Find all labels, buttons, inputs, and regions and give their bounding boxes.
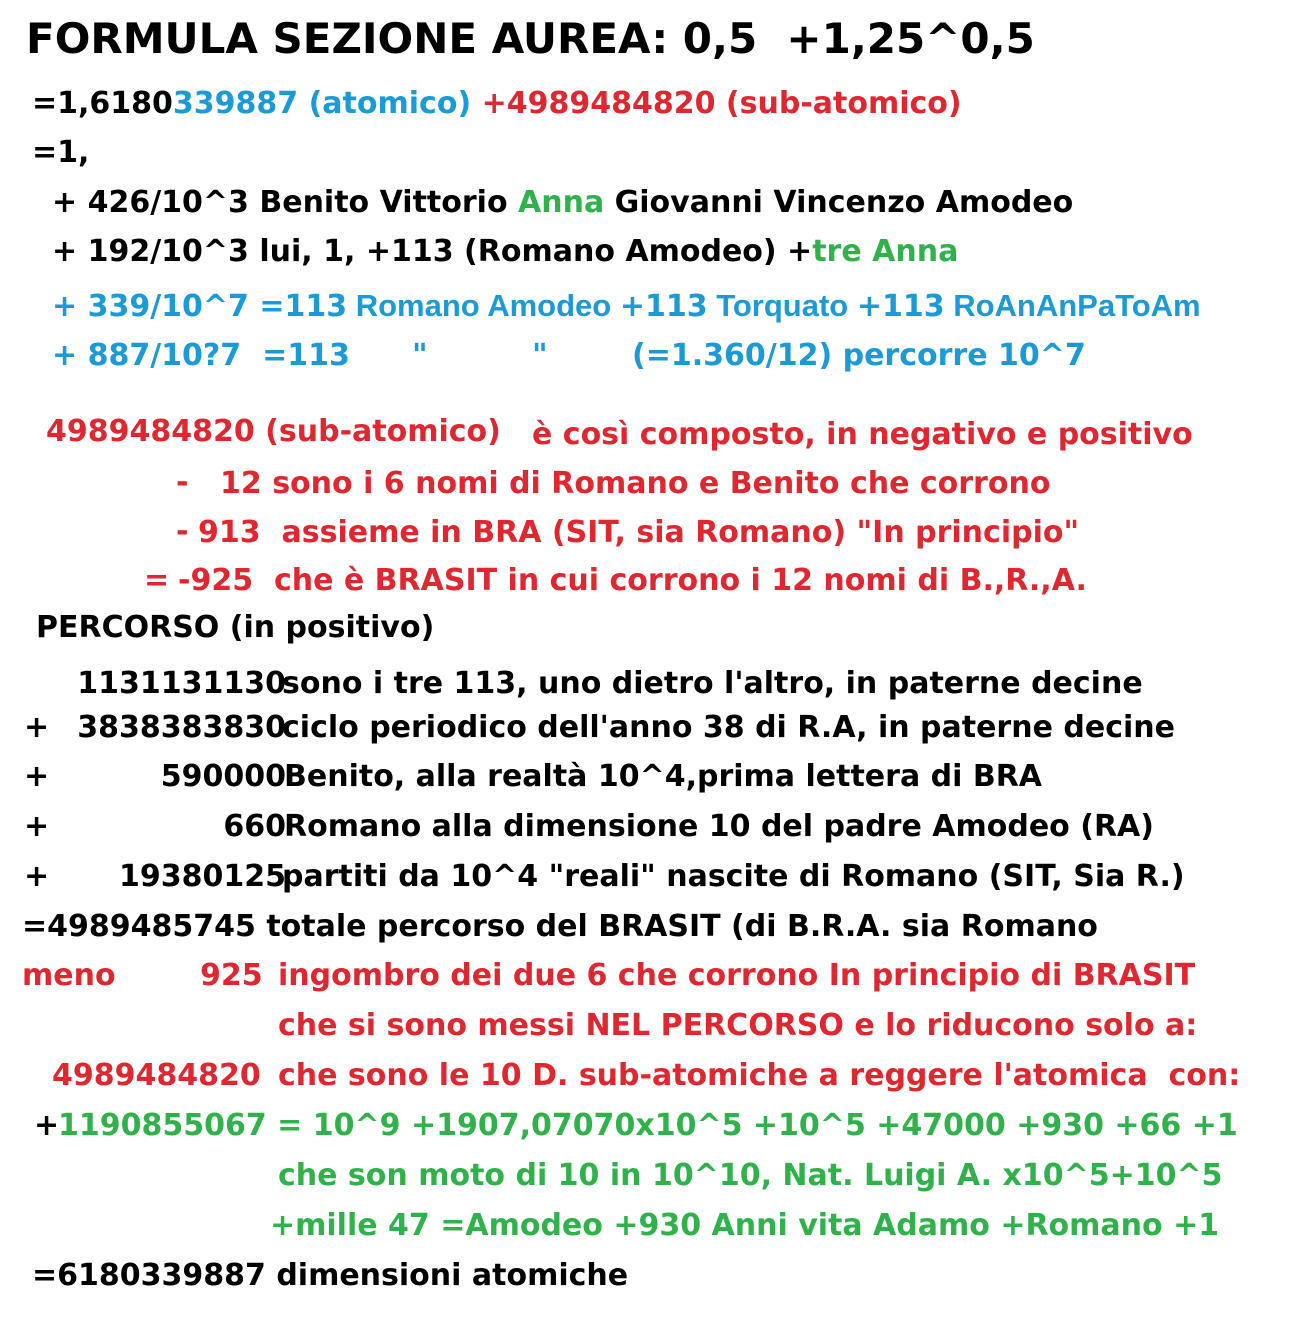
line-426-anna: Anna — [518, 185, 605, 220]
line-339-plus1: +113 — [619, 289, 708, 324]
percorso-row — [24, 859, 286, 895]
percorso-num: 3838383830 — [77, 710, 286, 745]
percorso-text: ciclo periodico dell'anno 38 di R.A, in paterne decine — [282, 710, 1175, 745]
totale-line: =4989485745 totale percorso del BRASIT (di B.R.A. sia Romano — [22, 909, 1098, 944]
final-line: =6180339887 dimensioni atomiche — [32, 1258, 629, 1293]
sub-result-num: 4989484820 — [52, 1058, 261, 1093]
percorso-sign: + — [24, 859, 50, 894]
green-line-2: che son moto di 10 in 10^10, Nat. Luigi A. x10^5+10^5 — [278, 1158, 1223, 1193]
equals-one-line: =1, — [32, 135, 90, 170]
green-line-3: +mille 47 =Amodeo +930 Anni vita Adamo +Romano +1 — [270, 1208, 1220, 1243]
percorso-num: 1131131130 — [77, 666, 286, 701]
sub-line-12: 12 sono i 6 nomi di Romano e Benito che corrono — [220, 466, 1051, 501]
line-339-romano: Romano Amodeo — [347, 288, 620, 323]
percorso-row — [24, 759, 286, 795]
line-426-text: + 426/10^3 Benito Vittorio — [52, 185, 519, 220]
sub-heading: 4989484820 (sub-atomico) — [46, 414, 501, 449]
atomic-digits: 339887 (atomico) — [172, 86, 472, 121]
line-192 — [52, 234, 958, 270]
percorso-text: sono i tre 113, uno dietro l'altro, in paterne decine — [282, 666, 1143, 701]
ditto-mark-2: " — [532, 338, 548, 373]
percorso-sign: + — [24, 710, 50, 745]
sub-line-913-sign: - — [176, 514, 189, 549]
sub-heading-desc: è così composto, in negativo e positivo — [532, 417, 1193, 452]
green-line-1: 1190855067 = 10^9 +1907,07070x10^5 +10^5 +47000 +930 +66 +1 — [58, 1108, 1238, 1143]
line-339-roan: RoAnAnPaToAm — [944, 288, 1201, 323]
percorso-text: Benito, alla realtà 10^4,prima lettera di BRA — [284, 759, 1043, 794]
line-192-tre-anna: tre Anna — [812, 234, 959, 269]
percorso-text: Romano alla dimensione 10 del padre Amodeo (RA) — [284, 809, 1154, 844]
percorso-sign: + — [24, 759, 50, 794]
percorso-text: partiti da 10^4 "reali" nascite di Romano (SIT, Sia R.) — [282, 859, 1185, 894]
meno-text: ingombro dei due 6 che corrono In principio di BRASIT — [278, 958, 1196, 993]
line-887: + 887/10?7 =113 — [52, 338, 350, 373]
percorso-num: 660 — [223, 809, 286, 844]
atomic-prefix: =1,6180 — [32, 86, 173, 121]
line-339-text: + 339/10^7 =113 — [52, 289, 348, 324]
sub-line-913: 913 assieme in BRA (SIT, sia Romano) "In principio" — [198, 515, 1080, 550]
line-339 — [52, 288, 1201, 325]
percorso-sign: + — [24, 809, 50, 844]
meno-num: 925 — [200, 958, 263, 993]
atomic-line — [32, 86, 962, 122]
percorso-num: 590000 — [160, 759, 286, 794]
line-887-percorre: (=1.360/12) percorre 10^7 — [632, 338, 1086, 373]
green-plus-sign: + — [34, 1108, 60, 1143]
percorso-row — [24, 666, 286, 702]
percorso-num: 19380125 — [119, 859, 286, 894]
line-192-text: + 192/10^3 lui, 1, +113 (Romano Amodeo) + — [52, 234, 813, 269]
ditto-mark-1: " — [412, 338, 428, 373]
subatomic-digits: +4989484820 (sub-atomico) — [471, 86, 962, 121]
line-426 — [52, 185, 1073, 221]
percorso-heading: PERCORSO (in positivo) — [36, 610, 435, 645]
meno-word: meno — [22, 958, 116, 993]
sub-line-925: -925 che è BRASIT in cui corrono i 12 nomi di B.,R.,A. — [178, 563, 1087, 598]
line-426-rest: Giovanni Vincenzo Amodeo — [604, 185, 1074, 220]
percorso-row — [24, 710, 286, 746]
line-339-plus2: +113 — [856, 289, 945, 324]
sub-line-12-sign: - — [176, 465, 189, 500]
meno-text-2: che si sono messi NEL PERCORSO e lo riducono solo a: — [278, 1008, 1198, 1043]
sub-line-925-sign: = — [144, 563, 170, 598]
line-339-torquato: Torquato — [707, 288, 857, 323]
percorso-row — [24, 809, 286, 845]
sub-result-text: che sono le 10 D. sub-atomiche a reggere l'atomica con: — [278, 1058, 1241, 1093]
page-title: FORMULA SEZIONE AUREA: 0,5 +1,25^0,5 — [26, 14, 1035, 63]
